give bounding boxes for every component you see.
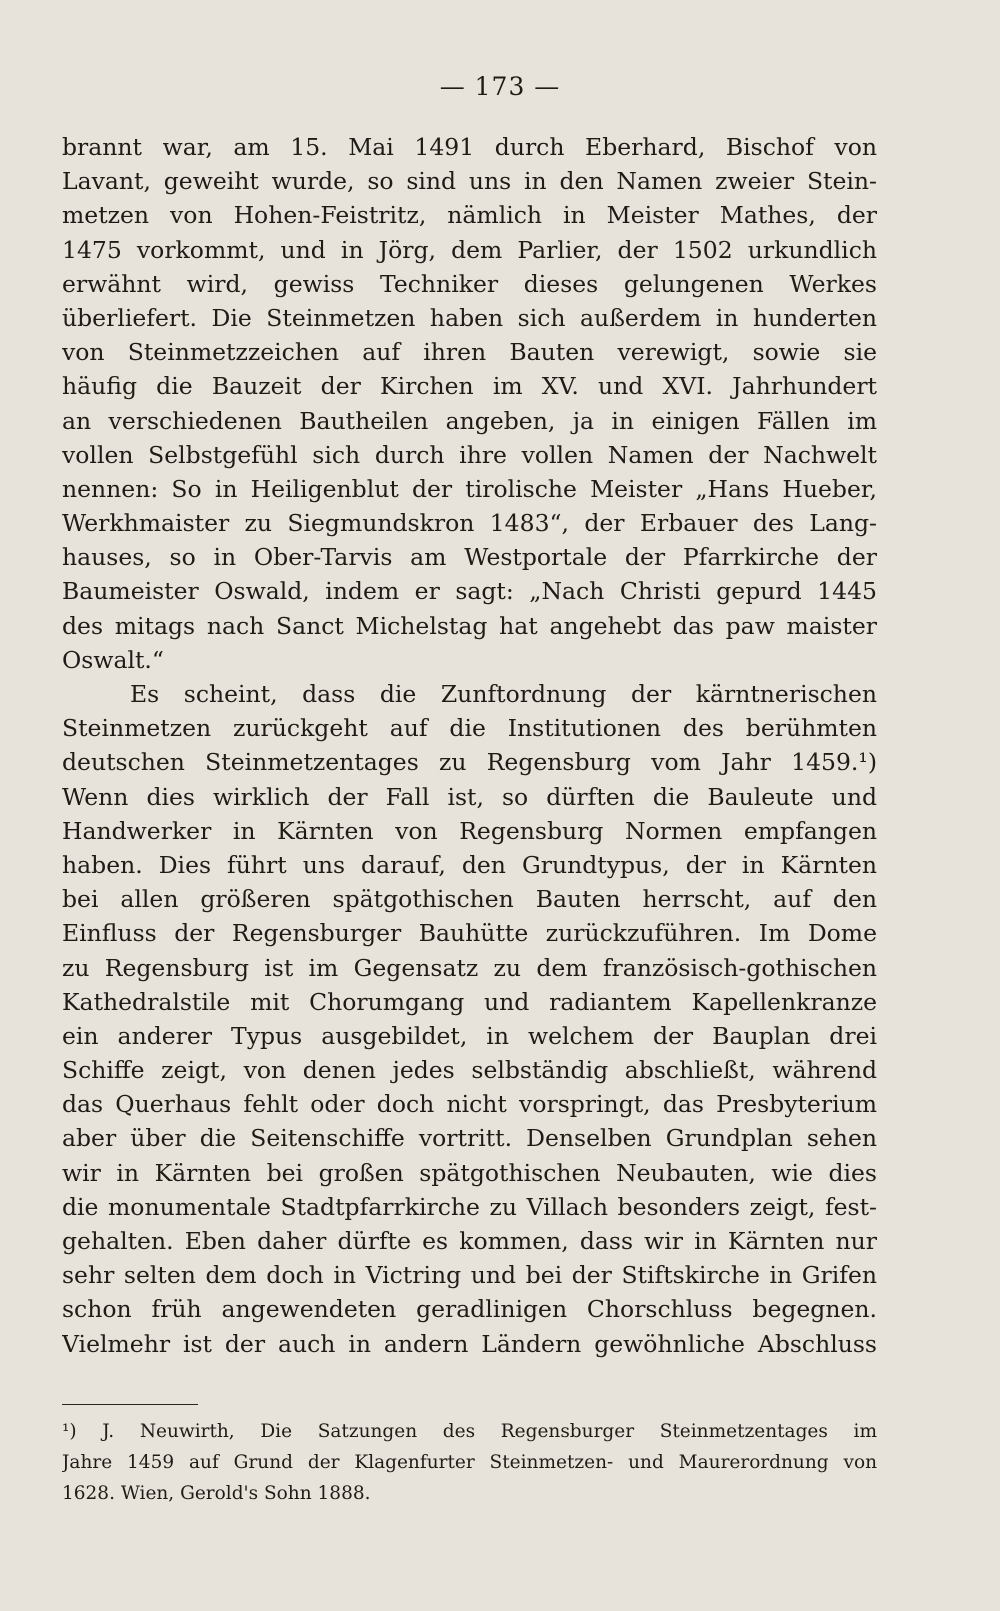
text-line: Lavant, geweiht wurde, so sind uns in den Namen zweier Stein-	[62, 167, 877, 196]
footnote	[62, 1416, 877, 1509]
text-line: sehr selten dem doch in Victring und bei der Stiftskirche in Grifen	[62, 1261, 877, 1290]
text-line: Schiffe zeigt, von denen jedes selbständig abschließt, während	[62, 1056, 877, 1085]
text-line: brannt war, am 15. Mai 1491 durch Eberhard, Bischof von	[62, 133, 877, 161]
text-line: metzen von Hohen-Feistritz, nämlich in Meister Mathes, der	[62, 201, 877, 230]
text-line: Steinmetzen zurückgeht auf die Institutionen des berühmten	[62, 714, 877, 743]
body-text	[62, 130, 877, 1361]
paragraph-2	[62, 677, 877, 1361]
text-line: nennen: So in Heiligenblut der tirolische Meister „Hans Hueber,	[62, 474, 877, 503]
text-line: Baumeister Oswald, indem er sagt: „Nach Christi gepurd 1445	[62, 577, 877, 606]
footnote-divider	[62, 1404, 198, 1405]
text-line: haben. Dies führt uns darauf, den Grundtypus, der in Kärnten	[62, 850, 877, 879]
text-line: bei allen größeren spätgothischen Bauten herrscht, auf den	[62, 885, 877, 914]
text-line: 1475 vorkommt, und in Jörg, dem Parlier, der 1502 urkundlich	[62, 235, 877, 264]
text-line: Handwerker in Kärnten von Regensburg Normen empfangen	[62, 816, 877, 845]
text-line: schon früh angewendeten geradlinigen Chorschluss begegnen.	[62, 1295, 877, 1324]
text-line: deutschen Steinmetzentages zu Regensburg vom Jahr 1459.¹)	[62, 748, 877, 777]
text-line: die monumentale Stadtpfarrkirche zu Villach besonders zeigt, fest-	[62, 1192, 877, 1221]
footnote-line: ¹) J. Neuwirth, Die Satzungen des Regensburger Steinmetzentages im	[62, 1421, 877, 1442]
text-line: an verschiedenen Bautheilen angeben, ja in einigen Fällen im	[62, 406, 877, 435]
text-line: ein anderer Typus ausgebildet, in welchem der Bauplan drei	[62, 1021, 877, 1050]
text-line: hauses, so in Ober-Tarvis am Westportale der Pfarrkirche der	[62, 543, 877, 572]
text-line: Kathedralstile mit Chorumgang und radiantem Kapellenkranze	[62, 987, 877, 1016]
text-line: gehalten. Eben daher dürfte es kommen, dass wir in Kärnten nur	[62, 1227, 877, 1255]
text-line: aber über die Seitenschiffe vortritt. Denselben Grundplan sehen	[62, 1124, 877, 1153]
text-line: das Querhaus fehlt oder doch nicht vorspringt, das Presbyterium	[62, 1090, 877, 1119]
footnote-line: 1628. Wien, Gerold's Sohn 1888.	[62, 1483, 371, 1504]
text-line: Einfluss der Regensburger Bauhütte zurückzuführen. Im Dome	[62, 919, 877, 948]
text-line: wir in Kärnten bei großen spätgothischen Neubauten, wie dies	[62, 1158, 877, 1187]
text-line: vollen Selbstgefühl sich durch ihre vollen Namen der Nachwelt	[62, 440, 877, 469]
text-line: häufig die Bauzeit der Kirchen im XV. und XVI. Jahrhundert	[62, 372, 877, 401]
text-line: Werkhmaister zu Siegmundskron 1483“, der Erbauer des Lang-	[62, 509, 877, 538]
text-line: des mitags nach Sanct Michelstag hat angehebt das paw maister	[62, 611, 877, 640]
text-line: zu Regensburg ist im Gegensatz zu dem französisch-gothischen	[62, 953, 877, 982]
footnote-line: Jahre 1459 auf Grund der Klagenfurter Steinmetzen- und Maurerordnung von	[62, 1452, 877, 1473]
text-line: erwähnt wird, gewiss Techniker dieses gelungenen Werkes	[62, 269, 877, 298]
text-line: Oswalt.“	[62, 645, 164, 674]
text-line: Vielmehr ist der auch in andern Ländern gewöhnliche Abschluss	[62, 1329, 877, 1358]
text-line: überliefert. Die Steinmetzen haben sich außerdem in hunderten	[62, 303, 877, 332]
text-line: Es scheint, dass die Zunftordnung der kärntnerischen	[130, 680, 877, 708]
text-line: von Steinmetzzeichen auf ihren Bauten verewigt, sowie sie	[62, 338, 877, 367]
text-line: Wenn dies wirklich der Fall ist, so dürften die Bauleute und	[62, 782, 877, 811]
page-number: — 173 —	[439, 72, 561, 101]
paragraph-1	[62, 130, 877, 677]
